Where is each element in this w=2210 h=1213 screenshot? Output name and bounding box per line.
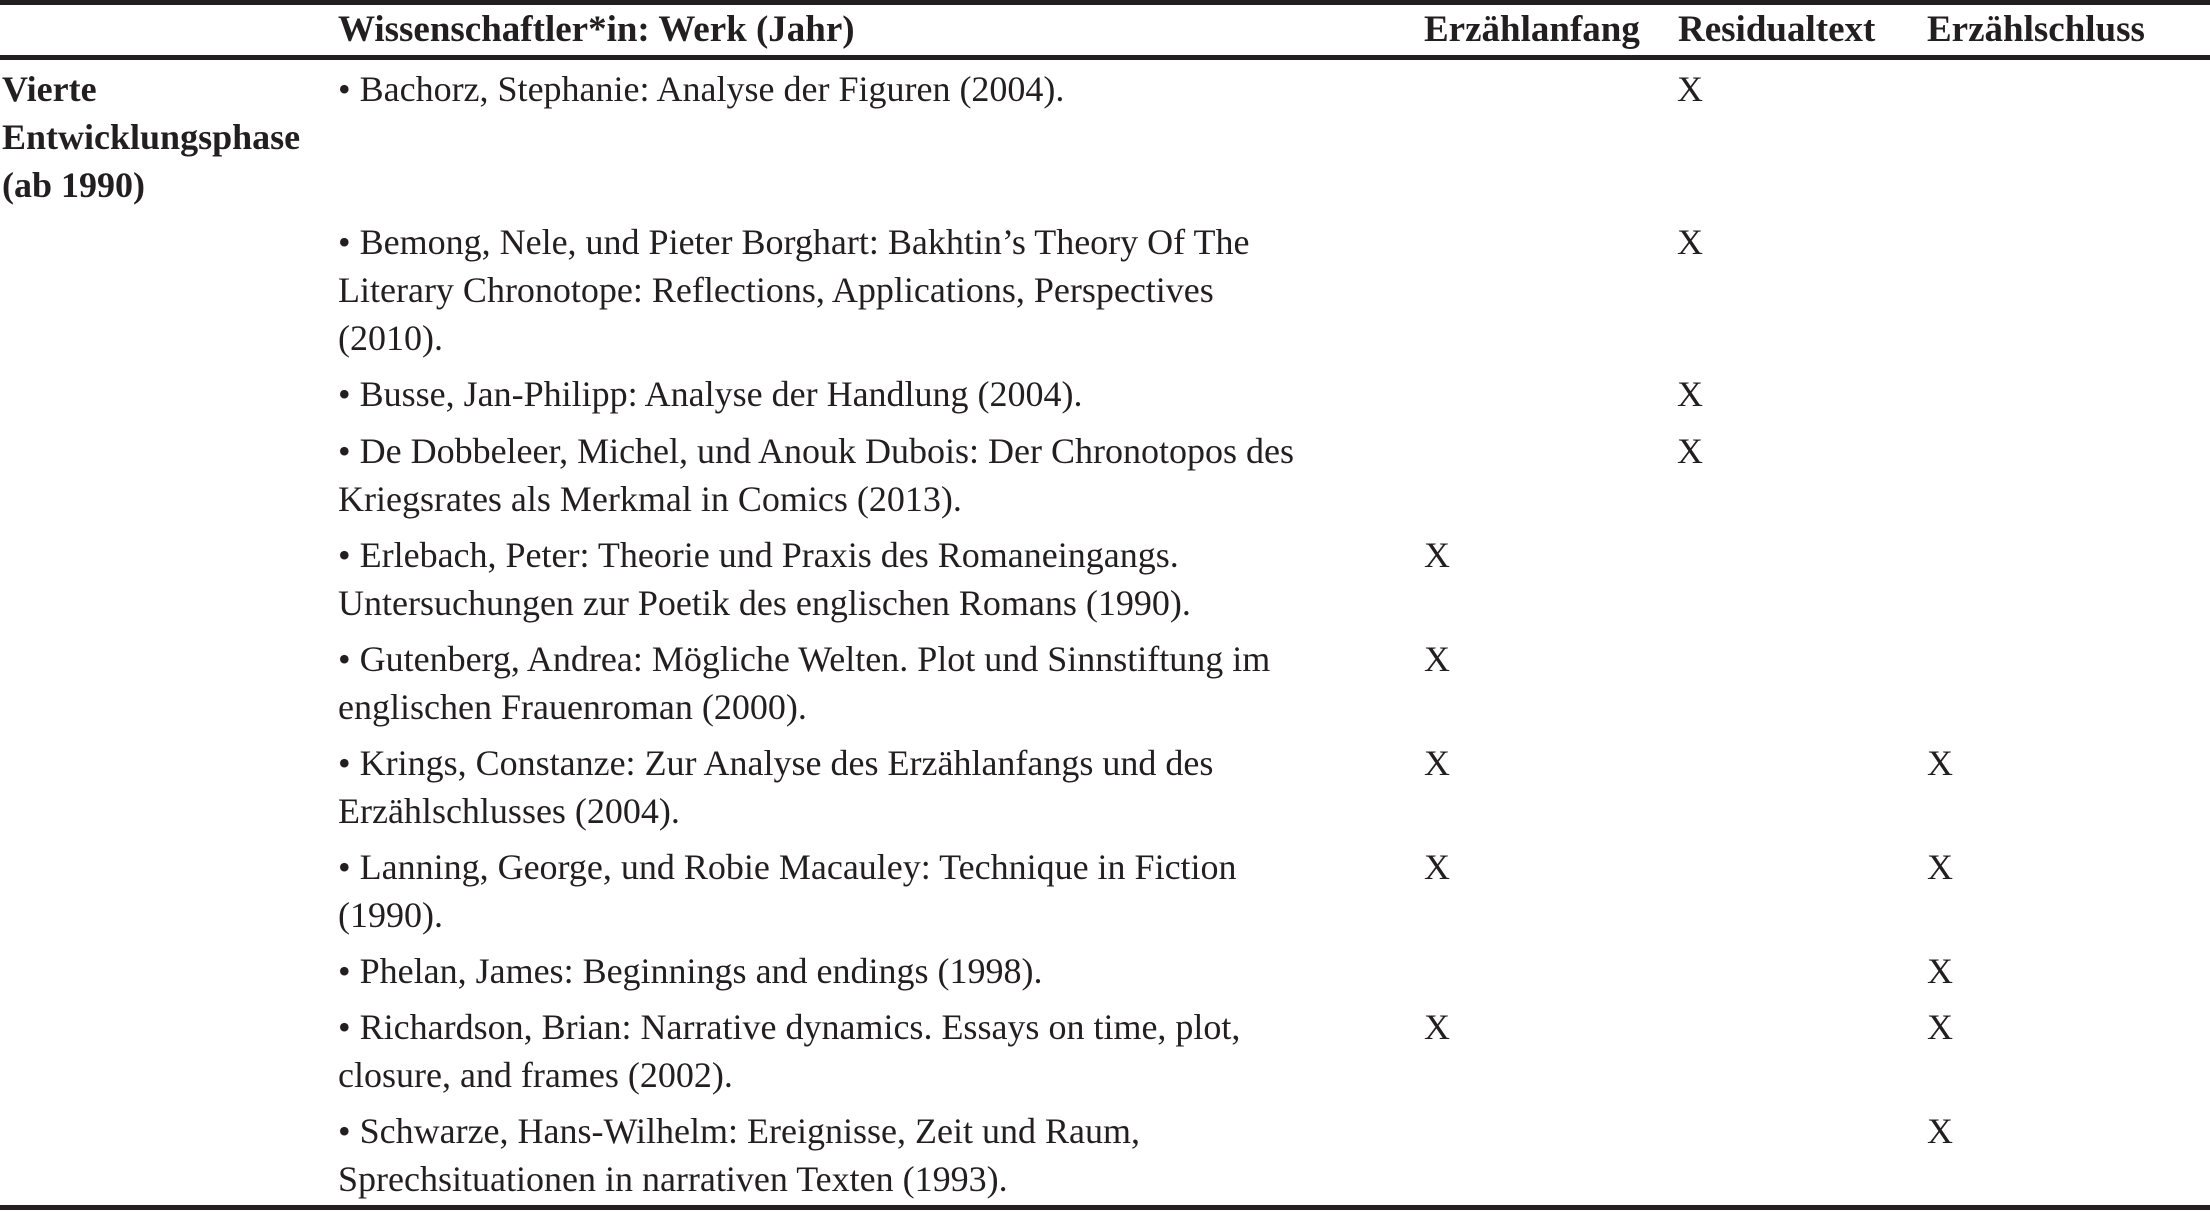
erzaehlanfang-cell: X <box>1424 535 1450 575</box>
erzaehlanfang-cell: X <box>1424 1007 1450 1047</box>
work-cell: • Richardson, Brian: Narrative dynamics. Essays on time, plot, closure, and frames (2002). <box>338 1007 1241 1095</box>
work-cell: • Schwarze, Hans-Wilhelm: Ereignisse, Zeit und Raum, Sprechsituationen in narrativen Texten (1993). <box>338 1111 1140 1199</box>
residualtext-cell: X <box>1677 374 1703 414</box>
residualtext-cell: X <box>1677 222 1703 262</box>
work-cell: • Busse, Jan-Philipp: Analyse der Handlung (2004). <box>338 374 1083 414</box>
erzaehlschluss-cell: X <box>1927 847 1953 887</box>
header-work: Wissenschaftler*in: Werk (Jahr) <box>338 9 855 50</box>
work-cell: • Lanning, George, und Robie Macauley: Technique in Fiction (1990). <box>338 847 1237 935</box>
erzaehlschluss-cell: X <box>1927 743 1953 783</box>
header-erzaehlanfang: Erzählanfang <box>1424 9 1640 50</box>
residualtext-cell: X <box>1677 431 1703 471</box>
erzaehlschluss-cell: X <box>1927 1007 1953 1047</box>
erzaehlanfang-cell: X <box>1424 639 1450 679</box>
erzaehlanfang-cell: X <box>1424 743 1450 783</box>
work-cell: • Phelan, James: Beginnings and endings (1998). <box>338 951 1043 991</box>
work-cell: • Gutenberg, Andrea: Mögliche Welten. Plot und Sinnstiftung im englischen Frauenroman (2000). <box>338 639 1271 727</box>
work-cell: • Bemong, Nele, und Pieter Borghart: Bakhtin’s Theory Of The Literary Chronotope: Reflections, Applications, Perspectives (2010). <box>338 222 1250 358</box>
erzaehlschluss-cell: X <box>1927 1111 1953 1151</box>
top-rule <box>0 0 2210 5</box>
header-rule <box>0 55 2210 60</box>
erzaehlschluss-cell: X <box>1927 951 1953 991</box>
work-cell: • Krings, Constanze: Zur Analyse des Erzählanfangs und des Erzählschlusses (2004). <box>338 743 1214 831</box>
erzaehlanfang-cell: X <box>1424 847 1450 887</box>
work-cell: • De Dobbeleer, Michel, und Anouk Dubois: Der Chronotopos des Kriegsrates als Merkmal in Comics (2013). <box>338 431 1295 519</box>
header-erzaehlschluss: Erzählschluss <box>1927 9 2145 50</box>
work-cell: • Erlebach, Peter: Theorie und Praxis des Romaneingangs. Untersuchungen zur Poetik des englischen Romans (1990). <box>338 535 1191 623</box>
residualtext-cell: X <box>1677 69 1703 109</box>
phase-label: Vierte Entwicklungsphase (ab 1990) <box>2 69 301 205</box>
header-residualtext: Residualtext <box>1678 9 1876 50</box>
bottom-rule <box>0 1205 2210 1210</box>
work-cell: • Bachorz, Stephanie: Analyse der Figuren (2004). <box>338 69 1065 109</box>
